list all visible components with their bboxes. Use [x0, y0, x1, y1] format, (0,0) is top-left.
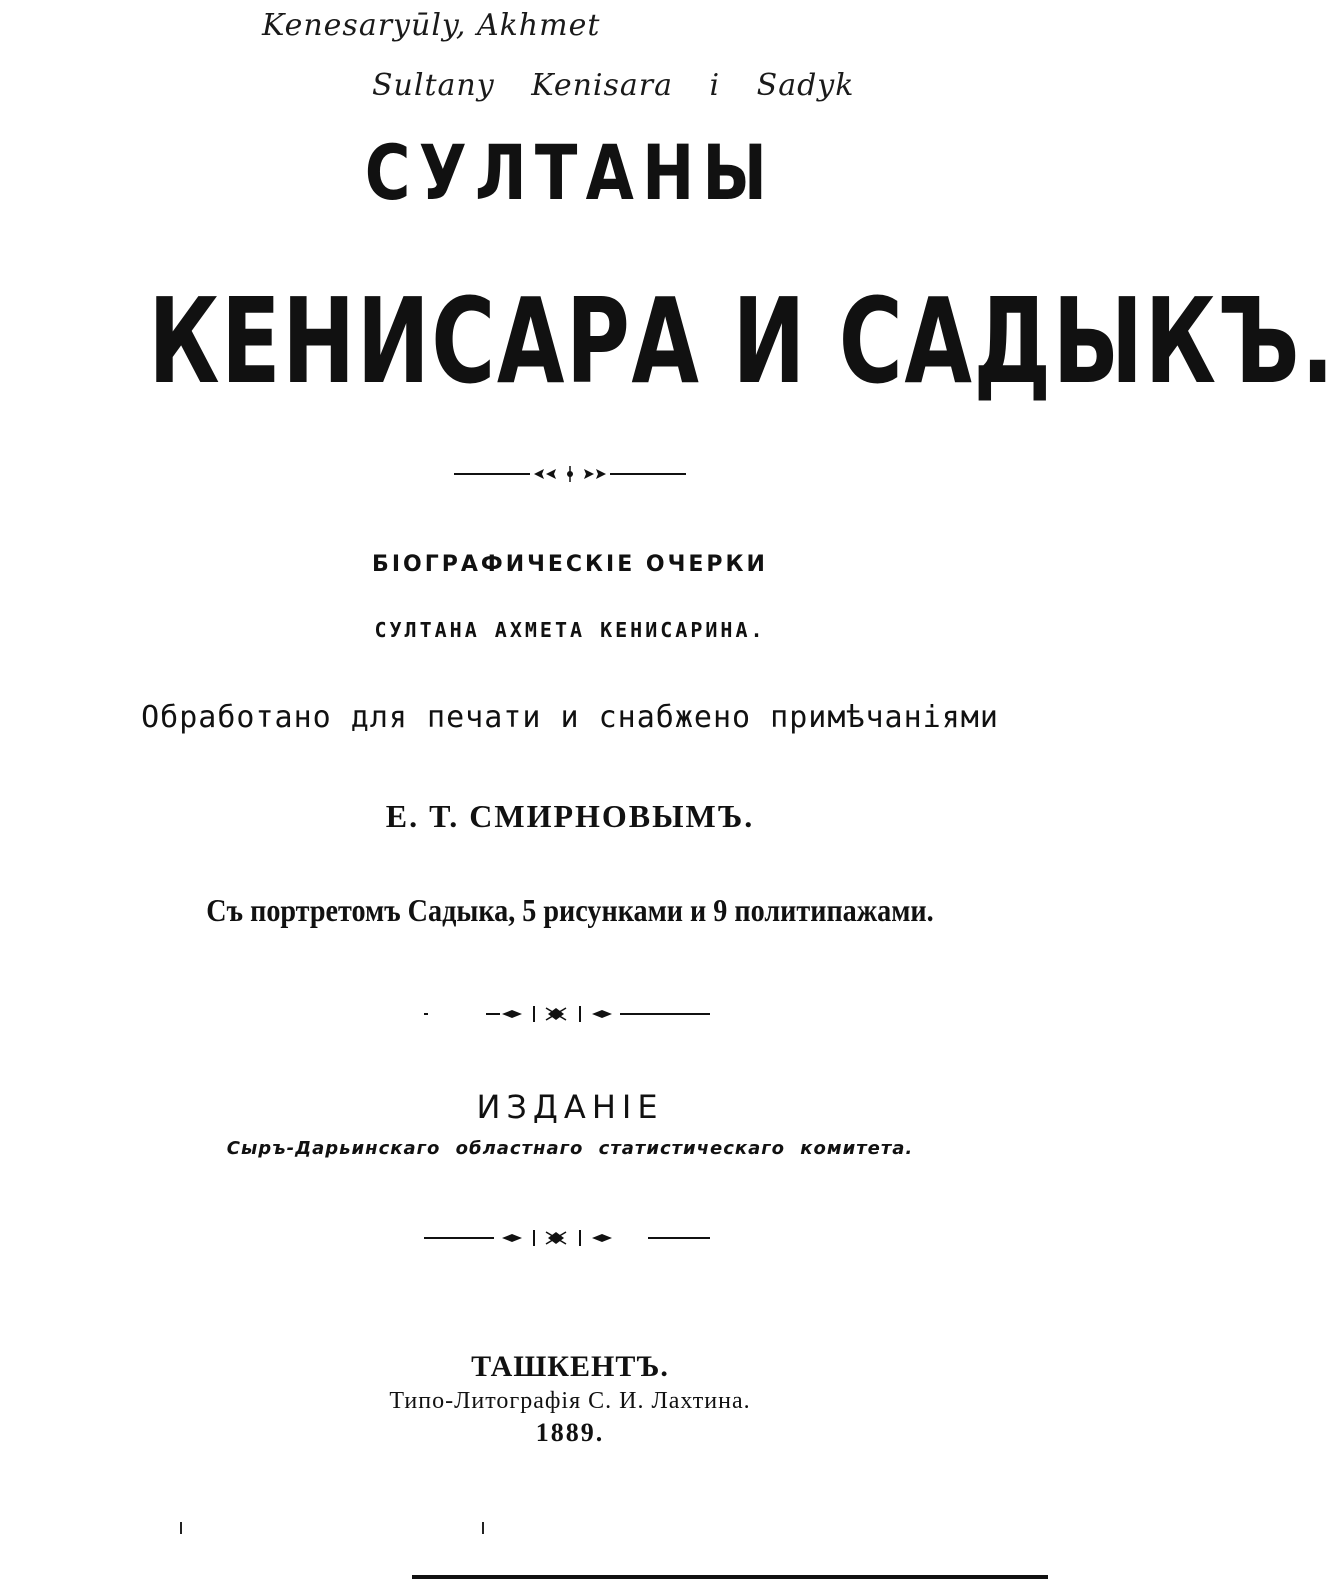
page-edge-rule — [412, 1575, 1048, 1579]
imprint-city: ТАШКЕНТЪ. — [471, 1350, 669, 1383]
handwritten-annotation-line-1: Kenesaryūly, Akhmet — [262, 8, 601, 43]
floral-divider-icon — [0, 1002, 1140, 1026]
illustrations-note: Съ портретомъ Садыка, 5 рисунками и 9 политипажами. — [206, 892, 934, 928]
title-line-1: СУЛТАНЫ — [364, 128, 776, 217]
scan-mark — [180, 1522, 182, 1534]
scan-mark — [482, 1522, 484, 1534]
publisher-committee: Сыръ-Дарьинскаго областнаго статистическаго комитета. — [226, 1138, 914, 1159]
subtitle-biographical: БIОГРАФИЧЕСКIЕ ОЧЕРКИ — [372, 552, 768, 577]
handwritten-annotation-line-2: Sultany Kenisara i Sadyk — [372, 68, 855, 103]
editor-name: Е. Т. СМИРНОВЫМЪ. — [385, 798, 755, 834]
subtitle-edited-note: Обработано для печати и снабжено примѣчанiями — [141, 700, 999, 735]
imprint-press: Типо-Литографiя С. И. Лахтина. — [389, 1388, 751, 1414]
floral-divider-icon — [0, 462, 1140, 486]
floral-divider-icon — [0, 1226, 1140, 1250]
imprint-year: 1889. — [535, 1418, 605, 1447]
edition-heading: ИЗДАНIЕ — [476, 1088, 664, 1126]
subtitle-author: СУЛТАНА АХМЕТА КЕНИСАРИНА. — [374, 618, 766, 642]
title-line-2: КЕНИСАРА И САДЫКЪ. — [148, 272, 1336, 410]
